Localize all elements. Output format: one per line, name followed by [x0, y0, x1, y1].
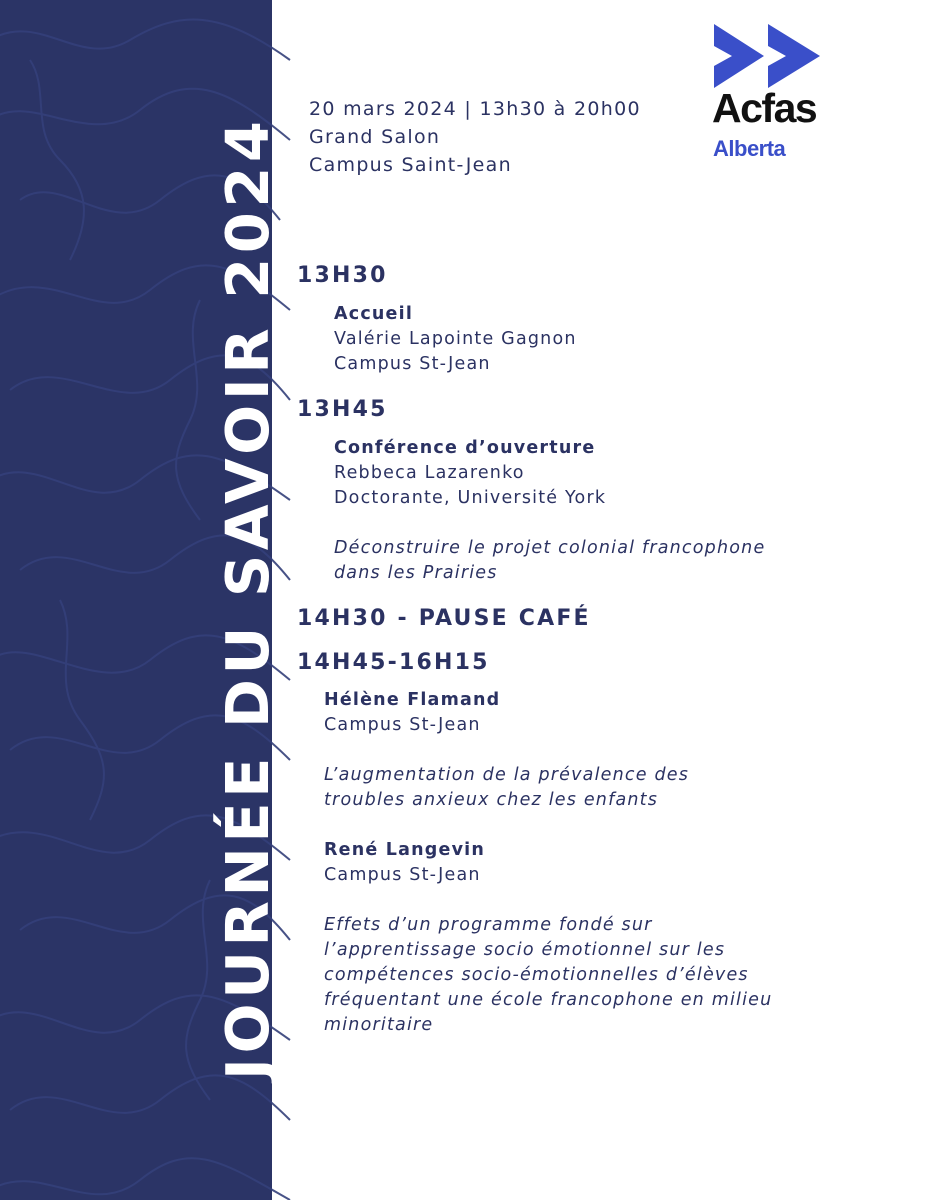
event-title: JOURNÉE DU SAVOIR 2024	[213, 116, 282, 1080]
talk-title-line: troubles anxieux chez les enfants	[324, 790, 659, 810]
session-title: Conférence d’ouverture	[334, 438, 596, 458]
event-room: Grand Salon	[309, 126, 441, 148]
speaker-name: Hélène Flamand	[324, 690, 501, 710]
talk-title-line: Effets d’un programme fondé sur	[324, 915, 653, 935]
event-details	[309, 95, 641, 179]
session-title: Accueil	[334, 304, 414, 324]
speaker-affiliation: Campus St-Jean	[324, 865, 481, 885]
speaker-name: Rebbeca Lazarenko	[334, 463, 525, 483]
logo-wordmark: Acfas	[712, 85, 817, 131]
session-time: 13H45	[297, 397, 388, 422]
sidebar-panel	[0, 0, 282, 1200]
speaker-affiliation: Campus St-Jean	[324, 715, 481, 735]
session-time: 14H45-16H15	[297, 650, 490, 675]
speaker-name: Valérie Lapointe Gagnon	[334, 329, 577, 349]
talk-title-line: dans les Prairies	[334, 563, 498, 583]
talk-title-line: l’apprentissage socio émotionnel sur les	[324, 940, 726, 960]
coffee-break: 14H30 - PAUSE CAFÉ	[297, 606, 591, 631]
double-chevron-right-icon	[712, 24, 824, 88]
talk-title-line: compétences socio-émotionnelles d’élèves	[324, 965, 749, 985]
event-venue: Campus Saint-Jean	[309, 154, 512, 176]
speaker-name: René Langevin	[324, 840, 486, 860]
talk-title-line: fréquentant une école francophone en milieu	[324, 990, 773, 1010]
acfas-logo	[710, 24, 825, 164]
speaker-affiliation: Campus St-Jean	[334, 354, 491, 374]
event-date-time: 20 mars 2024 | 13h30 à 20h00	[309, 98, 641, 120]
logo-region: Alberta	[713, 136, 786, 161]
speaker-affiliation: Doctorante, Université York	[334, 488, 607, 508]
session-time: 13H30	[297, 263, 388, 288]
talk-title-line: minoritaire	[324, 1015, 434, 1035]
talk-title-line: Déconstruire le projet colonial francophone	[334, 538, 766, 558]
talk-title-line: L’augmentation de la prévalence des	[324, 765, 690, 785]
